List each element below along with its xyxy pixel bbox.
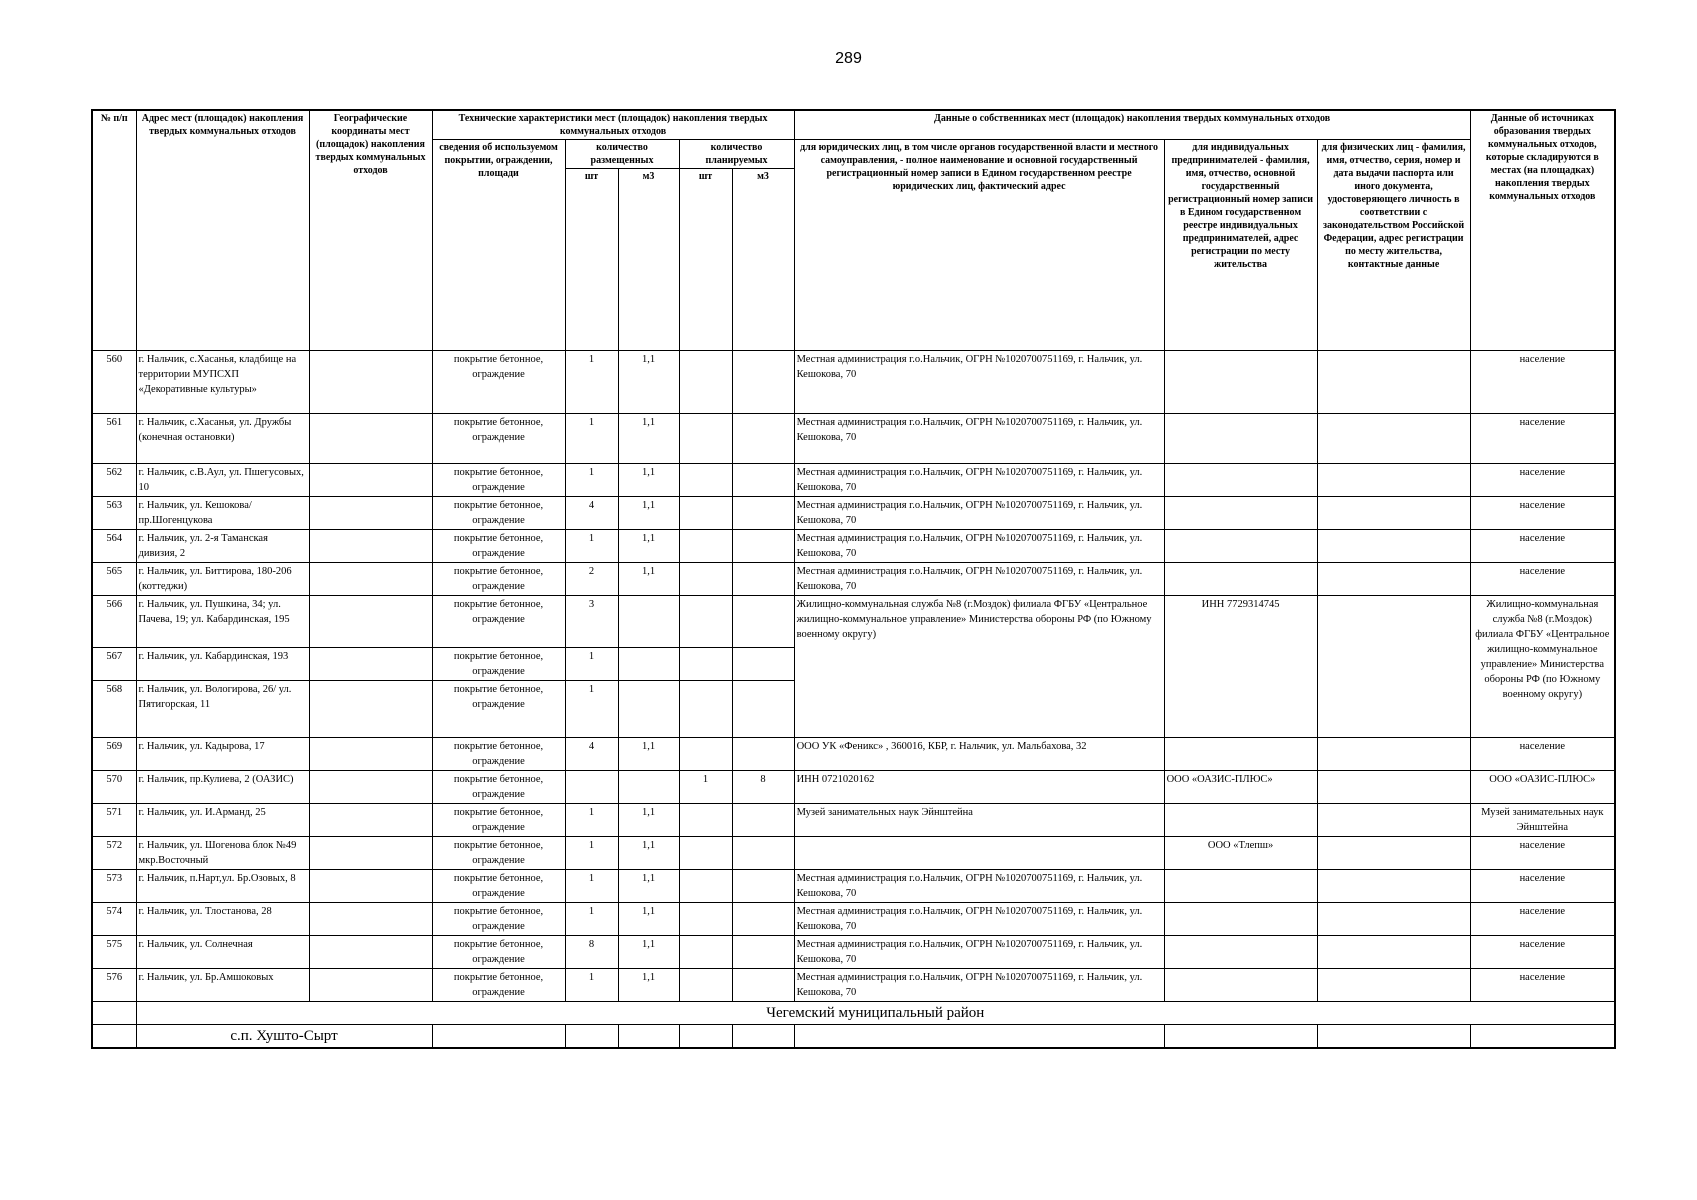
- row-vol: 1,1: [618, 738, 679, 771]
- row-plan-qty: [679, 870, 732, 903]
- row-geo: [309, 738, 432, 771]
- table-row: [92, 771, 1615, 804]
- district-title: Чегемский муниципальный район: [136, 1002, 1615, 1025]
- row-entrepreneur: [1164, 351, 1317, 414]
- row-person: [1317, 414, 1470, 464]
- row-address: г. Нальчик, с.Хасанья, ул. Дружбы (конечная остановки): [136, 414, 309, 464]
- row-address: г. Нальчик, с.В.Аул, ул. Пшегусовых, 10: [136, 464, 309, 497]
- row-num: 562: [92, 464, 136, 497]
- row-num: 561: [92, 414, 136, 464]
- row-legal: Местная администрация г.о.Нальчик, ОГРН №1020700751169, г. Нальчик, ул. Кешокова, 70: [794, 936, 1164, 969]
- row-plan-qty: 1: [679, 771, 732, 804]
- table-row: [92, 414, 1615, 464]
- row-geo: [309, 351, 432, 414]
- row-plan-vol: [732, 596, 794, 648]
- header-cover: сведения об используемом покрытии, ограждении, площади: [432, 140, 565, 351]
- row-person: [1317, 497, 1470, 530]
- row-address: г. Нальчик, ул. И.Арманд, 25: [136, 804, 309, 837]
- row-legal: ИНН 0721020162: [794, 771, 1164, 804]
- row-address: г. Нальчик, ул. 2-я Таманская дивизия, 2: [136, 530, 309, 563]
- row-vol: 1,1: [618, 530, 679, 563]
- row-num: 568: [92, 681, 136, 738]
- row-plan-vol: [732, 414, 794, 464]
- row-num: 560: [92, 351, 136, 414]
- waste-sites-table: [91, 109, 1616, 1049]
- row-qty: 1: [565, 530, 618, 563]
- row-source: население: [1470, 903, 1615, 936]
- row-legal: Жилищно-коммунальная служба №8 (г.Моздок) филиала ФГБУ «Центральное жилищно-коммунальное управление» Министерства обороны РФ (по Южному военному округу): [794, 596, 1164, 738]
- row-source: ООО «ОАЗИС-ПЛЮС»: [1470, 771, 1615, 804]
- table-row: [92, 870, 1615, 903]
- district-num-cell: [92, 1002, 136, 1025]
- row-geo: [309, 464, 432, 497]
- row-plan-qty: [679, 936, 732, 969]
- row-plan-qty: [679, 969, 732, 1002]
- row-legal: [794, 837, 1164, 870]
- row-geo: [309, 563, 432, 596]
- row-qty: 1: [565, 903, 618, 936]
- row-person: [1317, 530, 1470, 563]
- row-geo: [309, 681, 432, 738]
- row-entrepreneur: [1164, 870, 1317, 903]
- table-row: [92, 351, 1615, 414]
- row-legal: Местная администрация г.о.Нальчик, ОГРН №1020700751169, г. Нальчик, ул. Кешокова, 70: [794, 563, 1164, 596]
- row-legal: Местная администрация г.о.Нальчик, ОГРН №1020700751169, г. Нальчик, ул. Кешокова, 70: [794, 870, 1164, 903]
- row-cover: покрытие бетонное, ограждение: [432, 351, 565, 414]
- page-number: 289: [835, 50, 862, 67]
- row-cover: покрытие бетонное, ограждение: [432, 936, 565, 969]
- empty-cell: [732, 1025, 794, 1049]
- row-legal: Местная администрация г.о.Нальчик, ОГРН №1020700751169, г. Нальчик, ул. Кешокова, 70: [794, 414, 1164, 464]
- header-m3-planned: м3: [732, 169, 794, 351]
- row-person: [1317, 771, 1470, 804]
- row-geo: [309, 837, 432, 870]
- row-qty: 1: [565, 414, 618, 464]
- row-geo: [309, 497, 432, 530]
- header-address: Адрес мест (площадок) накопления твердых коммунальных отходов: [136, 110, 309, 351]
- row-plan-vol: [732, 936, 794, 969]
- row-qty: 1: [565, 464, 618, 497]
- row-cover: покрытие бетонное, ограждение: [432, 530, 565, 563]
- empty-cell: [432, 1025, 565, 1049]
- row-geo: [309, 903, 432, 936]
- row-source: население: [1470, 351, 1615, 414]
- row-plan-vol: [732, 464, 794, 497]
- table-row: [92, 969, 1615, 1002]
- row-vol: 1,1: [618, 969, 679, 1002]
- row-plan-qty: [679, 804, 732, 837]
- row-qty: 1: [565, 870, 618, 903]
- row-num: 576: [92, 969, 136, 1002]
- row-qty: 1: [565, 969, 618, 1002]
- settlement-row: [92, 1025, 1615, 1049]
- row-vol: 1,1: [618, 351, 679, 414]
- row-legal: Местная администрация г.о.Нальчик, ОГРН №1020700751169, г. Нальчик, ул. Кешокова, 70: [794, 464, 1164, 497]
- row-plan-vol: [732, 648, 794, 681]
- district-row: [92, 1002, 1615, 1025]
- row-cover: покрытие бетонное, ограждение: [432, 464, 565, 497]
- empty-cell: [1317, 1025, 1470, 1049]
- row-vol: 1,1: [618, 936, 679, 969]
- row-qty: 3: [565, 596, 618, 648]
- row-num: 571: [92, 804, 136, 837]
- row-vol: 1,1: [618, 870, 679, 903]
- row-geo: [309, 648, 432, 681]
- empty-cell: [679, 1025, 732, 1049]
- row-num: 572: [92, 837, 136, 870]
- table-row: [92, 596, 1615, 648]
- row-vol: [618, 681, 679, 738]
- row-vol: 1,1: [618, 414, 679, 464]
- row-vol: 1,1: [618, 497, 679, 530]
- row-cover: покрытие бетонное, ограждение: [432, 771, 565, 804]
- row-legal: Местная администрация г.о.Нальчик, ОГРН №1020700751169, г. Нальчик, ул. Кешокова, 70: [794, 351, 1164, 414]
- empty-cell: [618, 1025, 679, 1049]
- table-row: [92, 936, 1615, 969]
- row-num: 573: [92, 870, 136, 903]
- row-entrepreneur: [1164, 903, 1317, 936]
- row-cover: покрытие бетонное, ограждение: [432, 414, 565, 464]
- header-sht-planned: шт: [679, 169, 732, 351]
- header-qty-placed: количество размещенных: [565, 140, 679, 169]
- row-legal: Местная администрация г.о.Нальчик, ОГРН №1020700751169, г. Нальчик, ул. Кешокова, 70: [794, 969, 1164, 1002]
- row-address: г. Нальчик, ул. Солнечная: [136, 936, 309, 969]
- row-cover: покрытие бетонное, ограждение: [432, 563, 565, 596]
- table-row: [92, 804, 1615, 837]
- row-entrepreneur: [1164, 738, 1317, 771]
- row-vol: 1,1: [618, 563, 679, 596]
- row-geo: [309, 870, 432, 903]
- row-address: г. Нальчик, пр.Кулиева, 2 (ОАЗИС): [136, 771, 309, 804]
- row-num: 575: [92, 936, 136, 969]
- header-sources: Данные об источниках образования твердых коммунальных отходов, которые складируются в местах (на площадках) накопления твердых коммунальных отходов: [1470, 110, 1615, 351]
- row-person: [1317, 903, 1470, 936]
- row-vol: 1,1: [618, 464, 679, 497]
- header-persons: для физических лиц - фамилия, имя, отчество, серия, номер и дата выдачи паспорта или иного документа, удостоверяющего личность в соответствии с законодательством Российской Федерации, адрес регистрации по месту жительства, контактные данные: [1317, 140, 1470, 351]
- row-plan-qty: [679, 837, 732, 870]
- table-header: [92, 110, 1615, 351]
- row-qty: 2: [565, 563, 618, 596]
- empty-cell: [794, 1025, 1164, 1049]
- row-qty: 1: [565, 648, 618, 681]
- row-cover: покрытие бетонное, ограждение: [432, 738, 565, 771]
- settlement-title: с.п. Хушто-Сырт: [136, 1025, 432, 1049]
- row-source: население: [1470, 497, 1615, 530]
- row-num: 563: [92, 497, 136, 530]
- row-plan-qty: [679, 648, 732, 681]
- row-vol: 1,1: [618, 804, 679, 837]
- row-plan-vol: [732, 351, 794, 414]
- row-person: [1317, 969, 1470, 1002]
- row-person: [1317, 738, 1470, 771]
- row-vol: [618, 648, 679, 681]
- row-address: г. Нальчик, ул. Кадырова, 17: [136, 738, 309, 771]
- header-num: № п/п: [92, 110, 136, 351]
- row-entrepreneur: [1164, 936, 1317, 969]
- row-source: население: [1470, 837, 1615, 870]
- row-legal: ООО УК «Феникс» , 360016, КБР, г. Нальчик, ул. Мальбахова, 32: [794, 738, 1164, 771]
- row-source: население: [1470, 414, 1615, 464]
- header-sht-placed: шт: [565, 169, 618, 351]
- row-person: [1317, 837, 1470, 870]
- table-row: [92, 464, 1615, 497]
- row-geo: [309, 969, 432, 1002]
- row-geo: [309, 771, 432, 804]
- table-row: [92, 563, 1615, 596]
- row-entrepreneur: [1164, 414, 1317, 464]
- row-plan-qty: [679, 464, 732, 497]
- row-cover: покрытие бетонное, ограждение: [432, 596, 565, 648]
- table-row: [92, 738, 1615, 771]
- row-qty: 4: [565, 738, 618, 771]
- row-num: 567: [92, 648, 136, 681]
- row-qty: 1: [565, 351, 618, 414]
- row-plan-vol: [732, 530, 794, 563]
- settlement-num-cell: [92, 1025, 136, 1049]
- row-plan-qty: [679, 351, 732, 414]
- header-tech: Технические характеристики мест (площадок) накопления твердых коммунальных отходов: [432, 110, 794, 140]
- row-entrepreneur: [1164, 530, 1317, 563]
- row-cover: покрытие бетонное, ограждение: [432, 497, 565, 530]
- row-num: 569: [92, 738, 136, 771]
- row-geo: [309, 804, 432, 837]
- row-plan-qty: [679, 414, 732, 464]
- row-source: население: [1470, 969, 1615, 1002]
- row-geo: [309, 530, 432, 563]
- row-person: [1317, 596, 1470, 738]
- row-address: г. Нальчик, ул. Пушкина, 34; ул. Пачева, 19; ул. Кабардинская, 195: [136, 596, 309, 648]
- row-address: г. Нальчик, ул. Кешокова/ пр.Шогенцукова: [136, 497, 309, 530]
- row-cover: покрытие бетонное, ограждение: [432, 804, 565, 837]
- row-plan-vol: [732, 837, 794, 870]
- row-cover: покрытие бетонное, ограждение: [432, 903, 565, 936]
- row-plan-vol: 8: [732, 771, 794, 804]
- row-vol: 1,1: [618, 903, 679, 936]
- row-legal: Местная администрация г.о.Нальчик, ОГРН №1020700751169, г. Нальчик, ул. Кешокова, 70: [794, 903, 1164, 936]
- row-source: население: [1470, 936, 1615, 969]
- row-geo: [309, 414, 432, 464]
- row-source: Жилищно-коммунальная служба №8 (г.Моздок) филиала ФГБУ «Центральное жилищно-коммунальное управление» Министерства обороны РФ (по Южному военному округу): [1470, 596, 1615, 738]
- table-row: [92, 497, 1615, 530]
- row-entrepreneur: [1164, 969, 1317, 1002]
- row-cover: покрытие бетонное, ограждение: [432, 969, 565, 1002]
- row-plan-vol: [732, 870, 794, 903]
- table-row: [92, 903, 1615, 936]
- header-legal: для юридических лиц, в том числе органов государственной власти и местного самоуправления, - полное наименование и основной государственный регистрационный номер записи в Едином государственном реестре юридических лиц, фактический адрес: [794, 140, 1164, 351]
- row-plan-vol: [732, 681, 794, 738]
- table-row: [92, 530, 1615, 563]
- empty-cell: [565, 1025, 618, 1049]
- row-cover: покрытие бетонное, ограждение: [432, 870, 565, 903]
- row-address: г. Нальчик, ул. Бр.Амшоковых: [136, 969, 309, 1002]
- row-num: 566: [92, 596, 136, 648]
- row-num: 565: [92, 563, 136, 596]
- header-owners: Данные о собственниках мест (площадок) накопления твердых коммунальных отходов: [794, 110, 1470, 140]
- row-vol: 1,1: [618, 837, 679, 870]
- row-person: [1317, 563, 1470, 596]
- row-qty: 8: [565, 936, 618, 969]
- row-qty: [565, 771, 618, 804]
- row-plan-vol: [732, 903, 794, 936]
- row-source: население: [1470, 738, 1615, 771]
- header-geo: Географические координаты мест (площадок) накопления твердых коммунальных отходов: [309, 110, 432, 351]
- table-row: [92, 837, 1615, 870]
- row-entrepreneur: [1164, 464, 1317, 497]
- row-source: население: [1470, 464, 1615, 497]
- row-address: г. Нальчик, ул. Вологирова, 26/ ул. Пятигорская, 11: [136, 681, 309, 738]
- row-person: [1317, 936, 1470, 969]
- row-person: [1317, 870, 1470, 903]
- row-plan-vol: [732, 969, 794, 1002]
- row-entrepreneur: [1164, 497, 1317, 530]
- row-plan-vol: [732, 497, 794, 530]
- row-source: население: [1470, 530, 1615, 563]
- row-legal: Музей занимательных наук Эйнштейна: [794, 804, 1164, 837]
- row-source: население: [1470, 563, 1615, 596]
- row-address: г. Нальчик, п.Нарт,ул. Бр.Озовых, 8: [136, 870, 309, 903]
- row-qty: 1: [565, 804, 618, 837]
- row-address: г. Нальчик, ул. Кабардинская, 193: [136, 648, 309, 681]
- row-plan-vol: [732, 804, 794, 837]
- row-geo: [309, 936, 432, 969]
- row-plan-qty: [679, 596, 732, 648]
- row-num: 564: [92, 530, 136, 563]
- row-source: население: [1470, 870, 1615, 903]
- row-qty: 4: [565, 497, 618, 530]
- row-source: Музей занимательных наук Эйнштейна: [1470, 804, 1615, 837]
- row-entrepreneur: ИНН 7729314745: [1164, 596, 1317, 738]
- row-address: г. Нальчик, ул. Биттирова, 180-206 (коттеджи): [136, 563, 309, 596]
- row-address: г. Нальчик, ул. Тлостанова, 28: [136, 903, 309, 936]
- row-plan-vol: [732, 738, 794, 771]
- row-vol: [618, 771, 679, 804]
- row-person: [1317, 351, 1470, 414]
- row-plan-qty: [679, 530, 732, 563]
- row-person: [1317, 804, 1470, 837]
- row-num: 570: [92, 771, 136, 804]
- header-entrepreneurs: для индивидуальных предпринимателей - фамилия, имя, отчество, основной государственный регистрационный номер записи в Едином государственном реестре индивидуальных предпринимателей, адрес регистрации по месту жительства: [1164, 140, 1317, 351]
- row-cover: покрытие бетонное, ограждение: [432, 681, 565, 738]
- row-address: г. Нальчик, с.Хасанья, кладбище на территории МУПСХП «Декоративные культуры»: [136, 351, 309, 414]
- row-entrepreneur: [1164, 804, 1317, 837]
- row-num: 574: [92, 903, 136, 936]
- table-body: [92, 351, 1615, 1049]
- header-m3-placed: м3: [618, 169, 679, 351]
- row-plan-qty: [679, 903, 732, 936]
- row-geo: [309, 596, 432, 648]
- row-entrepreneur: ООО «Тлепш»: [1164, 837, 1317, 870]
- row-person: [1317, 464, 1470, 497]
- row-qty: 1: [565, 837, 618, 870]
- row-cover: покрытие бетонное, ограждение: [432, 648, 565, 681]
- row-plan-vol: [732, 563, 794, 596]
- row-plan-qty: [679, 681, 732, 738]
- row-plan-qty: [679, 738, 732, 771]
- row-legal: Местная администрация г.о.Нальчик, ОГРН №1020700751169, г. Нальчик, ул. Кешокова, 70: [794, 530, 1164, 563]
- row-entrepreneur: [1164, 563, 1317, 596]
- header-qty-planned: количество планируемых: [679, 140, 794, 169]
- empty-cell: [1164, 1025, 1317, 1049]
- row-entrepreneur: ООО «ОАЗИС-ПЛЮС»: [1164, 771, 1317, 804]
- row-plan-qty: [679, 563, 732, 596]
- row-qty: 1: [565, 681, 618, 738]
- row-address: г. Нальчик, ул. Шогенова блок №49 мкр.Восточный: [136, 837, 309, 870]
- row-legal: Местная администрация г.о.Нальчик, ОГРН №1020700751169, г. Нальчик, ул. Кешокова, 70: [794, 497, 1164, 530]
- row-plan-qty: [679, 497, 732, 530]
- row-vol: [618, 596, 679, 648]
- row-cover: покрытие бетонное, ограждение: [432, 837, 565, 870]
